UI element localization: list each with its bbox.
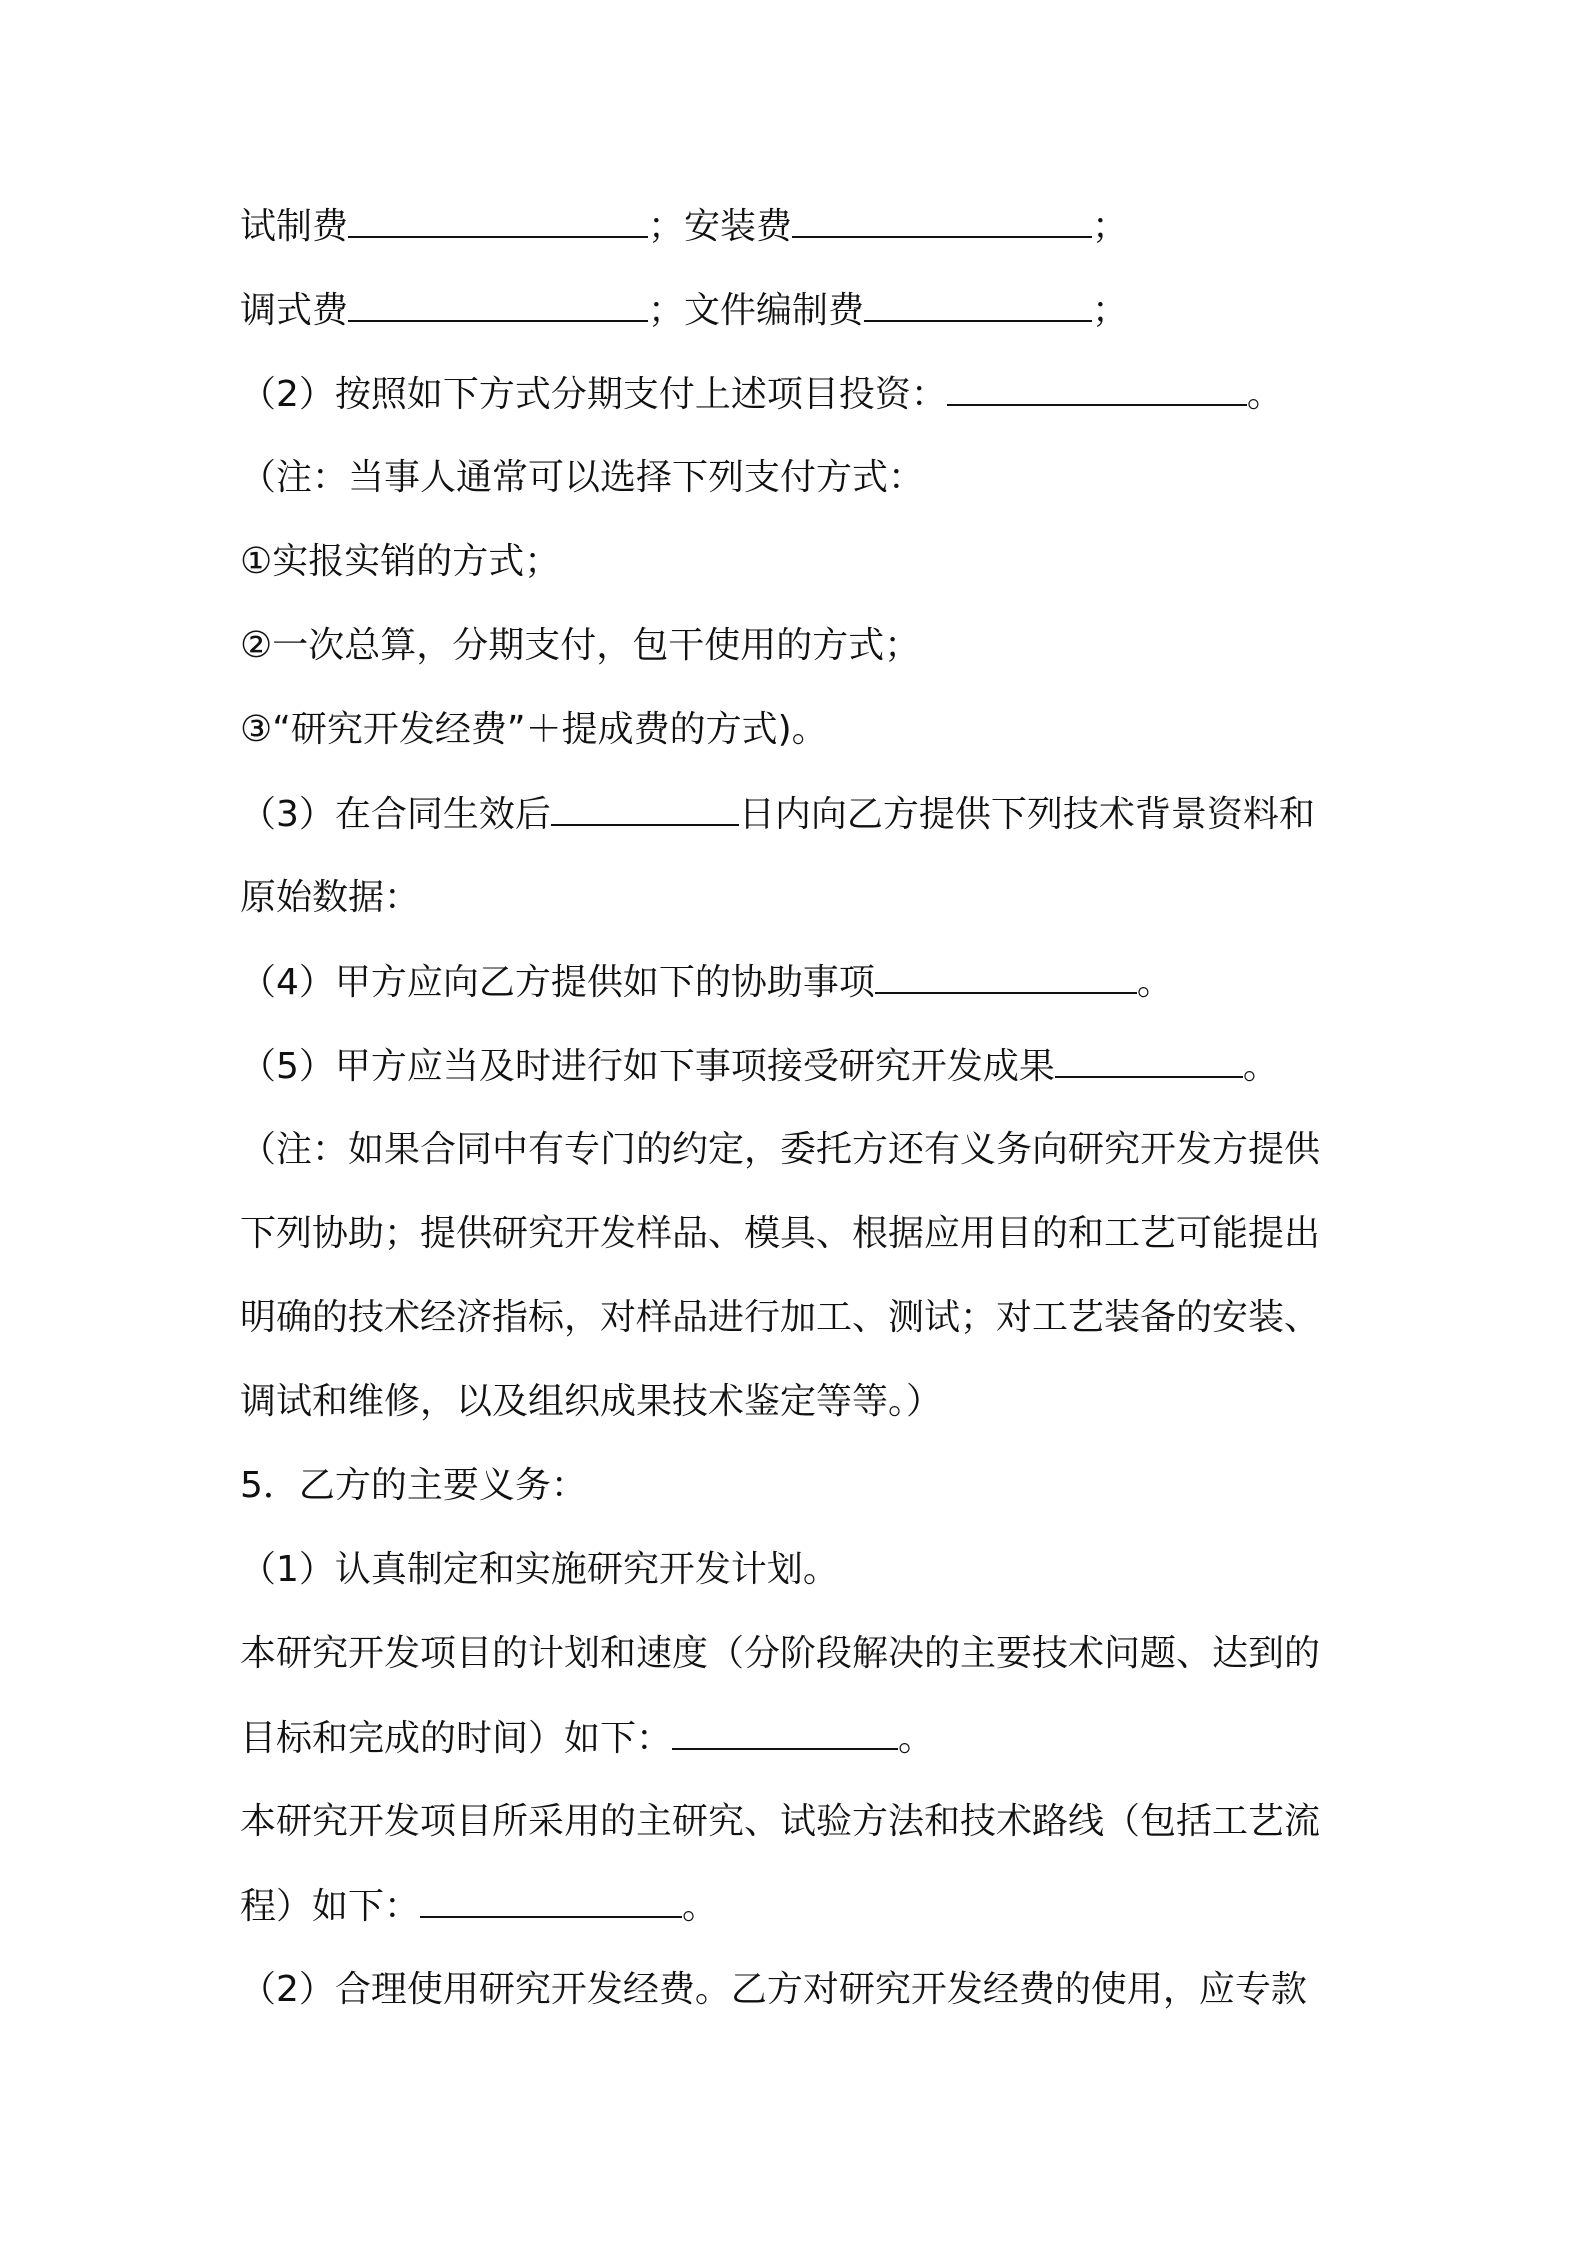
blank-install-fee[interactable] [792, 202, 1092, 238]
paragraph-text: 目标和完成的时间）如下： [240, 1718, 673, 1759]
label-doc-fee: ；文件编制费 [648, 290, 865, 331]
label-trial-fee: 试制费 [240, 206, 349, 247]
punct: ； [1092, 290, 1129, 331]
blank-plan[interactable] [672, 1714, 898, 1750]
text-line-item-5 [240, 1042, 1360, 1091]
paragraph-text: 本研究开发项目的计划和速度（分阶段解决的主要技术问题、达到的 [240, 1633, 1321, 1674]
section-heading-5 [240, 1462, 1360, 1510]
paragraph-text: 明确的技术经济指标，对样品进行加工、测试；对工艺装备的安装、 [240, 1297, 1321, 1338]
blank-acceptance[interactable] [1055, 1042, 1243, 1078]
option-text: ②一次总算，分期支付，包干使用的方式； [240, 625, 921, 666]
text-line-plan [240, 1630, 1360, 1678]
punct: 。 [1246, 374, 1283, 415]
item-4-text: （4）甲方应向乙方提供如下的协助事项 [240, 962, 875, 1003]
punct: 。 [1242, 1046, 1279, 1087]
punct: 。 [682, 1886, 719, 1927]
text-line-option-2 [240, 622, 1360, 670]
text-line-note-2d [240, 1378, 1360, 1426]
text-line-note-2 [240, 1126, 1360, 1174]
text-line-option-3 [240, 706, 1360, 754]
text-line-note-2b [240, 1210, 1360, 1258]
text-line-method-cont [240, 1882, 1360, 1931]
text-line-plan-cont [240, 1714, 1360, 1763]
paragraph-text: 程）如下： [240, 1886, 421, 1927]
text-line-duty-2 [240, 1966, 1360, 2014]
blank-debug-fee[interactable] [348, 286, 648, 322]
label-debug-fee: 调式费 [240, 290, 349, 331]
blank-assistance[interactable] [875, 958, 1137, 994]
paragraph-text: （2）合理使用研究开发经费。乙方对研究开发经费的使用，应专款 [240, 1969, 1307, 2010]
option-text: ③“研究开发经费”＋提成费的方式)。 [240, 709, 828, 750]
text-line-item-3-cont [240, 874, 1360, 922]
item-2-text: （2）按照如下方式分期支付上述项目投资： [240, 374, 947, 415]
paragraph-text: 下列协助；提供研究开发样品、模具、根据应用目的和工艺可能提出 [240, 1213, 1321, 1254]
text-line-note-1 [240, 454, 1360, 502]
punct: 。 [1136, 962, 1173, 1003]
note-text: （注：当事人通常可以选择下列支付方式： [240, 457, 925, 498]
text-line-item-3 [240, 790, 1360, 839]
text-line-method [240, 1798, 1360, 1846]
blank-days[interactable] [551, 790, 739, 826]
blank-installment[interactable] [947, 370, 1247, 406]
paragraph-text: 本研究开发项目所采用的主研究、试验方法和技术路线（包括工艺流 [240, 1801, 1321, 1842]
text-line-item-4 [240, 958, 1360, 1007]
text-line-option-1 [240, 538, 1360, 586]
section-title: 5．乙方的主要义务： [240, 1465, 587, 1506]
punct: ； [1092, 206, 1129, 247]
text-line-trial-fee [240, 202, 1360, 251]
blank-method[interactable] [420, 1882, 682, 1918]
text-line-duty-1 [240, 1546, 1360, 1594]
paragraph-text: 调试和维修，以及组织成果技术鉴定等等。） [240, 1381, 943, 1422]
item-3-text-cont: 日内向乙方提供下列技术背景资料和 [738, 794, 1315, 835]
paragraph-text: （1）认真制定和实施研究开发计划。 [240, 1549, 839, 1590]
label-install-fee: ；安装费 [648, 206, 793, 247]
text-line-debug-fee [240, 286, 1360, 335]
blank-trial-fee[interactable] [348, 202, 648, 238]
paragraph-text: 原始数据： [240, 877, 421, 918]
text-line-item-2 [240, 370, 1360, 419]
item-5-text: （5）甲方应当及时进行如下事项接受研究开发成果 [240, 1046, 1055, 1087]
blank-doc-fee[interactable] [864, 286, 1092, 322]
option-text: ①实报实销的方式； [240, 541, 561, 582]
punct: 。 [898, 1718, 935, 1759]
text-line-note-2c [240, 1294, 1360, 1342]
item-3-text: （3）在合同生效后 [240, 794, 551, 835]
paragraph-text: （注：如果合同中有专门的约定，委托方还有义务向研究开发方提供 [240, 1129, 1321, 1170]
